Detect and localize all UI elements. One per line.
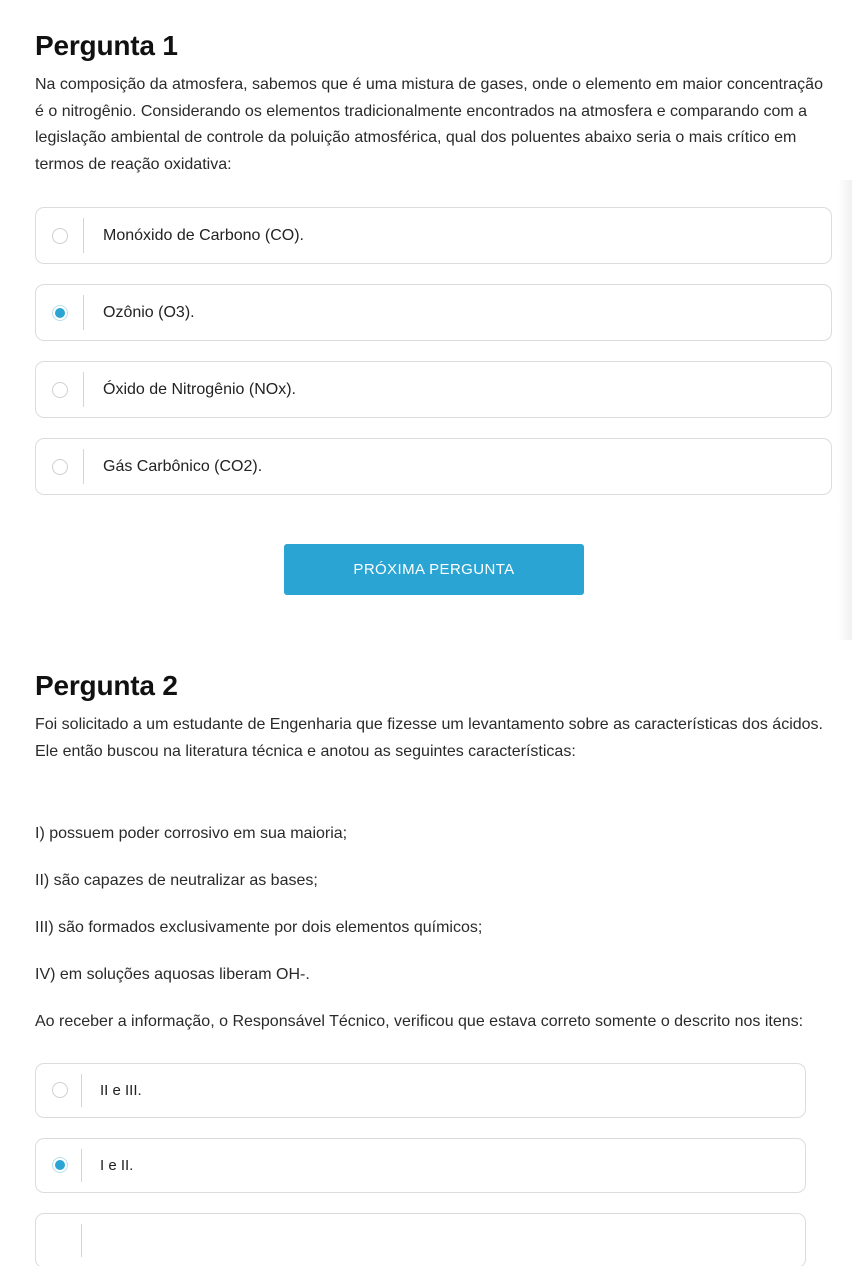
q2-option-1-label: II e III. — [100, 1081, 142, 1099]
question-1 — [35, 28, 832, 578]
q1-option-3-label: Óxido de Nitrogênio (NOx). — [103, 380, 296, 398]
question-1-title: Pergunta 1 — [35, 30, 178, 61]
radio-unchecked-icon[interactable] — [52, 1082, 68, 1098]
question-2-closing: Ao receber a informação, o Responsável Técnico, verificou que estava correto somente o descrito nos itens: — [35, 1013, 804, 1030]
list-item: II) são capazes de neutralizar as bases; — [35, 872, 318, 889]
list-item: III) são formados exclusivamente por dois elementos químicos; — [35, 919, 483, 936]
question-2-options — [35, 1063, 806, 1266]
right-edge-shadow — [838, 180, 852, 640]
q1-option-3[interactable] — [35, 361, 832, 418]
list-item: I) possuem poder corrosivo em sua maioria; — [35, 825, 348, 842]
q1-option-1[interactable] — [35, 207, 832, 264]
q1-option-1-label: Monóxido de Carbono (CO). — [103, 226, 304, 244]
question-1-options — [35, 207, 832, 495]
option-divider — [81, 1224, 82, 1257]
radio-checked-icon[interactable] — [52, 1157, 68, 1173]
radio-unchecked-icon[interactable] — [52, 459, 68, 475]
radio-unchecked-icon[interactable] — [52, 382, 68, 398]
option-divider — [83, 372, 84, 407]
next-question-button[interactable]: PRÓXIMA PERGUNTA — [284, 544, 584, 595]
question-2-items — [35, 821, 832, 988]
radio-checked-icon[interactable] — [52, 305, 68, 321]
q1-option-2[interactable] — [35, 284, 832, 341]
q2-option-2-label: I e II. — [100, 1156, 134, 1174]
q1-option-4-label: Gás Carbônico (CO2). — [103, 457, 263, 475]
question-1-statement: Na composição da atmosfera, sabemos que é uma mistura de gases, onde o elemento em maior concentração é o nitrogênio. Considerando os elementos tradicionalmente encontrados na atmosfera e comparando com a legislação ambiental de controle da poluição atmosférica, qual dos poluentes abaixo seria o mais crítico em termos de reação oxidativa: — [35, 76, 823, 173]
q1-option-2-label: Ozônio (O3). — [103, 303, 195, 321]
q2-option-1[interactable] — [35, 1063, 806, 1118]
option-divider — [83, 218, 84, 253]
list-item: IV) em soluções aquosas liberam OH-. — [35, 966, 310, 983]
q1-option-4[interactable] — [35, 438, 832, 495]
question-2-statement: Foi solicitado a um estudante de Engenharia que fizesse um levantamento sobre as características dos ácidos. Ele então buscou na literatura técnica e anotou as seguintes características: — [35, 716, 823, 760]
radio-unchecked-icon[interactable] — [52, 228, 68, 244]
option-divider — [81, 1149, 82, 1182]
q2-option-2[interactable] — [35, 1138, 806, 1193]
option-divider — [81, 1074, 82, 1107]
question-2 — [35, 668, 832, 1266]
q2-option-3-partial[interactable] — [35, 1213, 806, 1266]
option-divider — [83, 449, 84, 484]
option-divider — [83, 295, 84, 330]
question-2-title: Pergunta 2 — [35, 670, 178, 701]
